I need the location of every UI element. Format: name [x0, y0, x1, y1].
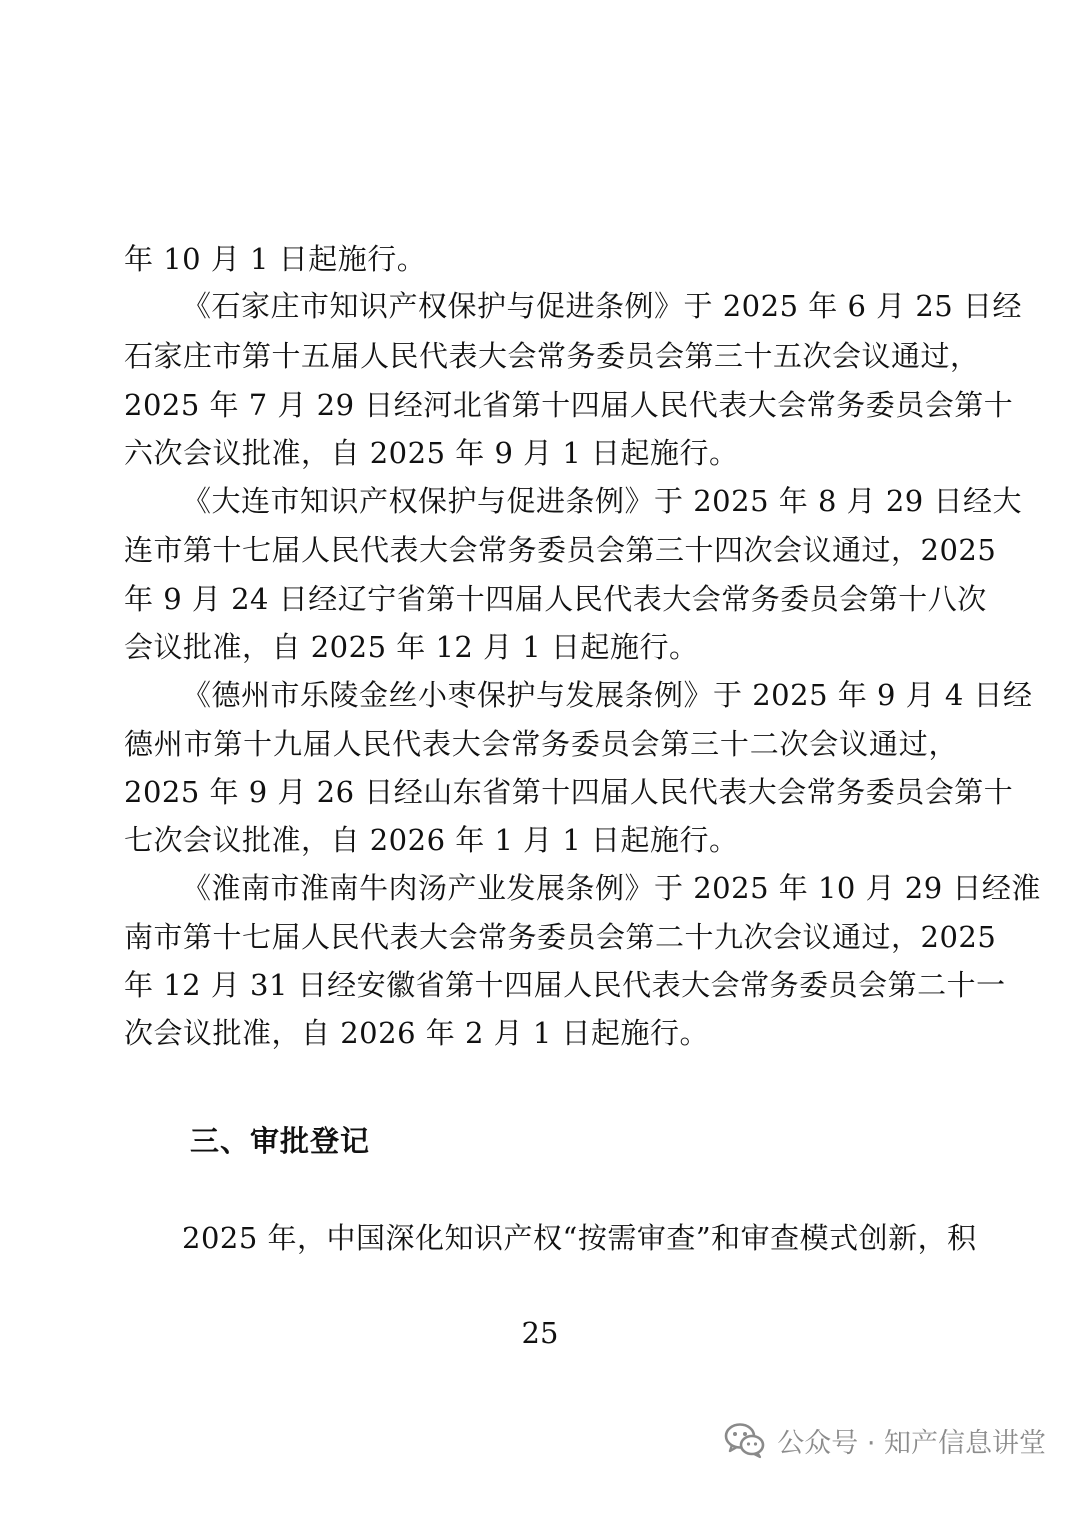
body-line: 连市第十七届人民代表大会常务委员会第三十四次会议通过，2025 — [124, 533, 997, 567]
body-line: 《淮南市淮南牛肉汤产业发展条例》于 2025 年 10 月 29 日经淮 — [182, 871, 1041, 905]
body-line: 会议批准，自 2025 年 12 月 1 日起施行。 — [124, 630, 699, 664]
wechat-icon — [723, 1420, 767, 1460]
body-line: 石家庄市第十五届人民代表大会常务委员会第三十五次会议通过， — [124, 339, 980, 373]
body-line: 年 9 月 24 日经辽宁省第十四届人民代表大会常务委员会第十八次 — [124, 582, 987, 616]
body-line: 六次会议批准，自 2025 年 9 月 1 日起施行。 — [124, 436, 739, 470]
body-line: 年 12 月 31 日经安徽省第十四届人民代表大会常务委员会第二十一 — [124, 968, 1006, 1002]
body-line: 年 10 月 1 日起施行。 — [124, 242, 427, 276]
body-line: 《大连市知识产权保护与促进条例》于 2025 年 8 月 29 日经大 — [182, 484, 1022, 518]
section-heading: 三、审批登记 — [190, 1124, 371, 1158]
body-line: 次会议批准，自 2026 年 2 月 1 日起施行。 — [124, 1016, 710, 1050]
body-line: 七次会议批准，自 2026 年 1 月 1 日起施行。 — [124, 823, 739, 857]
last-paragraph-line: 2025 年，中国深化知识产权“按需审查”和审查模式创新，积 — [182, 1221, 977, 1255]
page-number: 25 — [521, 1316, 559, 1350]
watermark-text: 公众号 · 知产信息讲堂 — [777, 1427, 1046, 1459]
body-line: 南市第十七届人民代表大会常务委员会第二十九次会议通过，2025 — [124, 920, 997, 954]
watermark — [723, 1418, 1046, 1462]
body-line: 2025 年 9 月 26 日经山东省第十四届人民代表大会常务委员会第十 — [124, 775, 1014, 809]
body-line: 德州市第十九届人民代表大会常务委员会第三十二次会议通过， — [124, 727, 958, 761]
body-line: 《德州市乐陵金丝小枣保护与发展条例》于 2025 年 9 月 4 日经 — [182, 678, 1033, 712]
body-line: 《石家庄市知识产权保护与促进条例》于 2025 年 6 月 25 日经 — [182, 289, 1022, 323]
body-line: 2025 年 7 月 29 日经河北省第十四届人民代表大会常务委员会第十 — [124, 388, 1014, 422]
